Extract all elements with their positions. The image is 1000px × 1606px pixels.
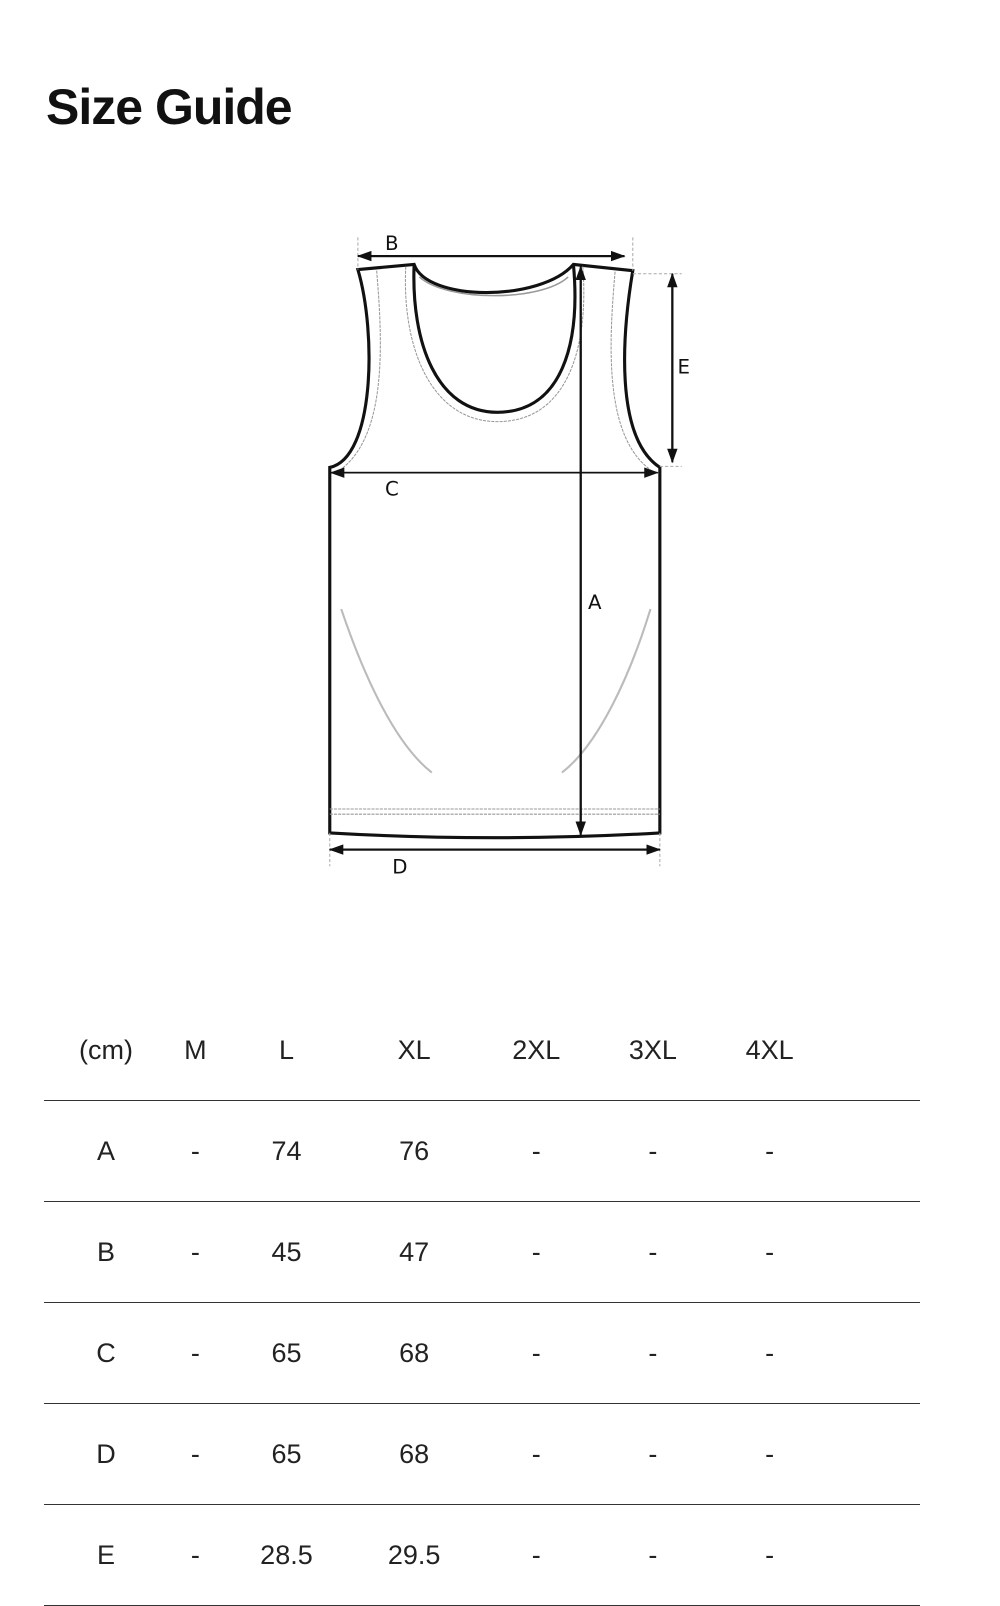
measurement-cell: 76 [350, 1101, 478, 1202]
measurement-cell: 65 [223, 1303, 351, 1404]
size-table-header [44, 1000, 920, 1101]
label-e: E [677, 355, 691, 379]
measurement-cell: - [478, 1505, 595, 1606]
table-row [44, 1101, 920, 1202]
measurement-cell: 29.5 [350, 1505, 478, 1606]
table-row [44, 1505, 920, 1606]
size-header: M [168, 1000, 223, 1101]
size-header: 4XL [711, 1000, 828, 1101]
measurement-cell: 47 [350, 1202, 478, 1303]
measurement-cell: - [595, 1202, 712, 1303]
measurement-cell: 65 [223, 1404, 351, 1505]
measurement-cell: - [595, 1404, 712, 1505]
measurement-cell: - [168, 1303, 223, 1404]
measurement-cell: 28.5 [223, 1505, 351, 1606]
measurement-cell: - [478, 1101, 595, 1202]
size-header: L [223, 1000, 351, 1101]
measurement-cell: - [595, 1505, 712, 1606]
table-row [44, 1303, 920, 1404]
label-a: A [588, 591, 602, 615]
label-d: D [392, 855, 408, 879]
label-b: B [384, 231, 399, 255]
measurement-cell: 68 [350, 1404, 478, 1505]
measurement-cell: - [168, 1404, 223, 1505]
measurement-cell: - [711, 1303, 828, 1404]
measurement-cell: - [711, 1101, 828, 1202]
measurement-cell: 74 [223, 1101, 351, 1202]
row-label: A [44, 1101, 168, 1202]
garment-outline [330, 264, 660, 837]
table-row [44, 1202, 920, 1303]
size-header: 3XL [595, 1000, 712, 1101]
row-label: E [44, 1505, 168, 1606]
measurement-cell: 68 [350, 1303, 478, 1404]
measurement-cell: - [595, 1101, 712, 1202]
measurement-cell: - [168, 1101, 223, 1202]
table-row [44, 1404, 920, 1505]
size-table [44, 1000, 920, 1606]
measurement-cell: - [711, 1202, 828, 1303]
row-label: C [44, 1303, 168, 1404]
measurement-cell: - [595, 1303, 712, 1404]
tank-top-measurement-diagram [312, 229, 691, 885]
measurement-cell: - [478, 1404, 595, 1505]
tank-top-svg [312, 229, 691, 885]
measurement-cell: 45 [223, 1202, 351, 1303]
row-label: D [44, 1404, 168, 1505]
measurement-cell: - [168, 1505, 223, 1606]
measurement-cell: - [168, 1202, 223, 1303]
size-header: XL [350, 1000, 478, 1101]
unit-header: (cm) [44, 1000, 168, 1101]
page-title: Size Guide [46, 79, 292, 135]
size-header: 2XL [478, 1000, 595, 1101]
row-label: B [44, 1202, 168, 1303]
measurement-cell: - [478, 1303, 595, 1404]
measurement-cell: - [711, 1404, 828, 1505]
measurement-cell: - [711, 1505, 828, 1606]
label-c: C [384, 477, 399, 501]
measurement-cell: - [478, 1202, 595, 1303]
